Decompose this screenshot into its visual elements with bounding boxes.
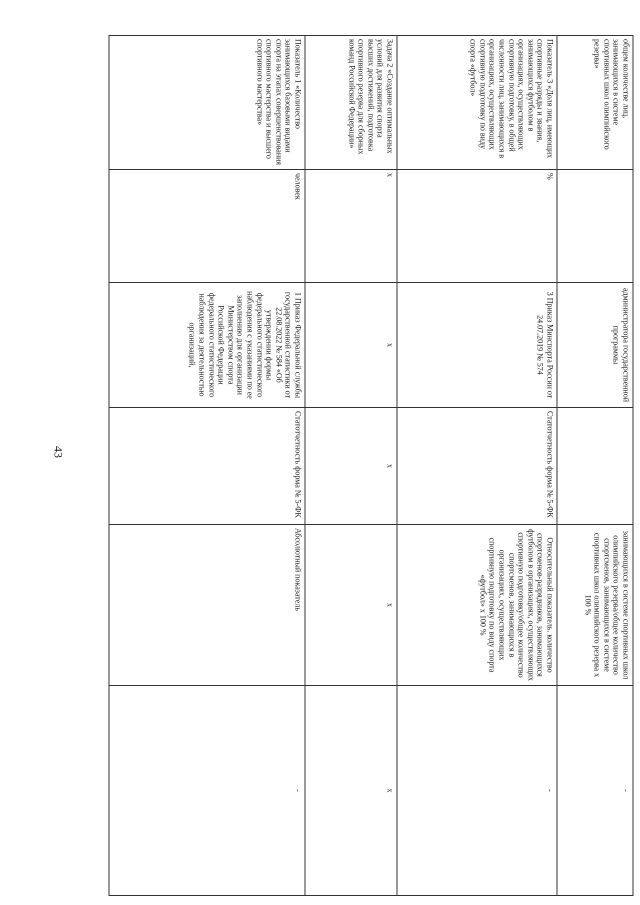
rotated-table-container	[99, 35, 634, 895]
page-number: 43	[51, 446, 66, 458]
table-row	[557, 36, 633, 896]
source-cell: Статотчетность форма № 5-ФК	[397, 408, 557, 525]
indicator-cell: общем количестве лиц, занимающихся в системе спортивных школ олимпийского резерва»	[557, 36, 633, 170]
document-cell: администратора государственной программы	[557, 283, 633, 408]
value-cell: -	[397, 686, 557, 896]
indicator-cell: Показатель 3 «Доля лиц, имеющих спортивные разряды и звания, занимающихся футболом в организациях, осуществляющих спортивную подготовку, в общей численности лиц, занимающихся в организациях, осуществляющих спортивную подготовку по виду спорта «футбол»	[397, 36, 557, 170]
indicator-cell: Задача 2 «Создание оптимальных условий для развития спорта высших достижений, подготовка спортивного резерва для сборных команд Российской Федерации»	[305, 36, 397, 170]
table-row	[109, 36, 305, 896]
method-cell: Абсолютный показатель	[109, 525, 305, 686]
value-cell: -	[557, 686, 633, 896]
table-row	[397, 36, 557, 896]
unit-cell: x	[305, 170, 397, 283]
method-cell: x	[305, 525, 397, 686]
document-cell: 1 Приказ Федеральной службы государственной статистики от 22.08.2022 № 584 «Об утверждении формы федерального статистического наблюдения с указаниями по ее заполнению для организации Министерством спорта Российской Федерации федерального статистического наблюдения за деятельностью организаций,	[109, 283, 305, 408]
unit-cell: %	[397, 170, 557, 283]
source-cell: Статотчетность форма № 5-ФК	[109, 408, 305, 525]
document-cell: x	[305, 283, 397, 408]
method-cell: занимающихся в системе спортивных школ олимпийского резерва/общее количество спортсменов, занимающихся в системе спортивных школ олимпийского резерва x 100 %	[557, 525, 633, 686]
source-cell: x	[305, 408, 397, 525]
method-cell: Относительный показатель. количество спортсменов-разрядников, занимающихся футболом в организациях, осуществляющих спортивную подготовку/общее количество спортсменов, занимающихся в организациях, осуществляющих спортивную подготовку по виду спорта «футбол» x 100 %	[397, 525, 557, 686]
value-cell: x	[305, 686, 397, 896]
document-cell: 3 Приказ Минспорта России от 24.07.2019 № 574	[397, 283, 557, 408]
unit-cell: человек	[109, 170, 305, 283]
source-cell	[557, 408, 633, 525]
indicator-cell: Показатель 1 «Количество занимающихся базовыми видами спорта на этапах совершенствования спортивного мастерства и высшего спортивного мастерства»	[109, 36, 305, 170]
value-cell: -	[109, 686, 305, 896]
table-row	[305, 36, 397, 896]
unit-cell	[557, 170, 633, 283]
indicators-table	[109, 35, 634, 896]
